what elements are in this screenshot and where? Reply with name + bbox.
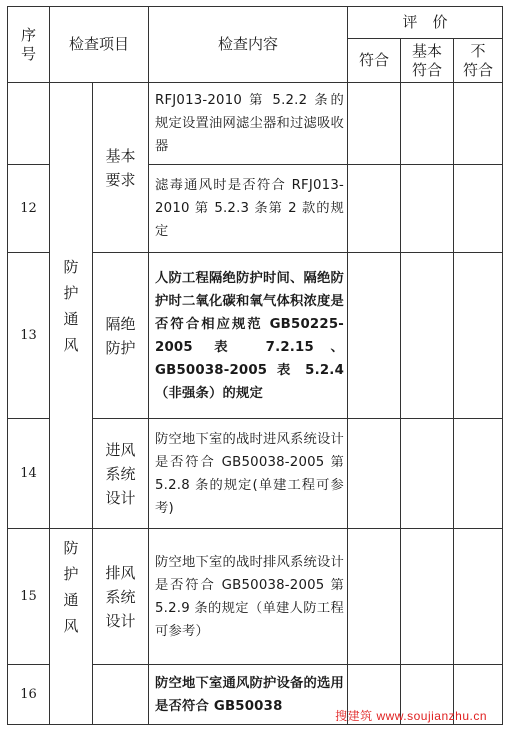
group-protective-ventilation-2: 防 护 通 风	[50, 529, 93, 725]
eval-basic-cell[interactable]	[401, 253, 454, 419]
content-cell: 防空地下室的战时进风系统设计是否符合 GB50038-2005 第 5.2.8 条的规定(单建工程可参考)	[149, 419, 348, 529]
seq-cell: 15	[8, 529, 50, 665]
eval-conform-cell[interactable]	[348, 419, 401, 529]
eval-conform-cell[interactable]	[348, 253, 401, 419]
subitem-empty	[93, 665, 149, 725]
seq-cell: 16	[8, 665, 50, 725]
header-basic-conform: 基本 符合	[401, 39, 454, 83]
header-not-conform: 不 符合	[454, 39, 503, 83]
subitem-isolation-protection: 隔绝 防护	[93, 253, 149, 419]
eval-not-cell[interactable]	[454, 253, 503, 419]
header-seq: 序 号	[8, 7, 50, 83]
eval-basic-cell[interactable]	[401, 529, 454, 665]
seq-cell: 12	[8, 165, 50, 253]
subitem-intake-system: 进风 系统 设计	[93, 419, 149, 529]
eval-not-cell[interactable]	[454, 83, 503, 165]
subitem-basic-requirement: 基本 要求	[93, 83, 149, 253]
group-protective-ventilation-1: 防 护 通 风	[50, 83, 93, 529]
table-row	[8, 529, 503, 665]
eval-basic-cell[interactable]	[401, 419, 454, 529]
seq-cell: 13	[8, 253, 50, 419]
eval-basic-cell[interactable]	[401, 165, 454, 253]
eval-conform-cell[interactable]	[348, 529, 401, 665]
content-cell: 人防工程隔绝防护时间、隔绝防护时二氧化碳和氧气体积浓度是否符合相应规范 GB50225-2005 表 7.2.15、GB50038-2005 表 5.2.4（非强条）的规定	[149, 253, 348, 419]
inspection-table	[7, 6, 503, 725]
subitem-exhaust-system: 排风 系统 设计	[93, 529, 149, 665]
content-cell: RFJ013-2010 第 5.2.2 条的规定设置油网滤尘器和过滤吸收器	[149, 83, 348, 165]
header-content: 检查内容	[149, 7, 348, 83]
eval-conform-cell[interactable]	[348, 83, 401, 165]
header-conform: 符合	[348, 39, 401, 83]
eval-basic-cell[interactable]	[401, 83, 454, 165]
seq-cell: 14	[8, 419, 50, 529]
eval-not-cell[interactable]	[454, 529, 503, 665]
watermark: 搜建筑 www.soujianzhu.cn	[335, 709, 487, 723]
content-cell: 防空地下室通风防护设备的选用是否符合 GB50038	[149, 665, 348, 725]
content-cell: 滤毒通风时是否符合 RFJ013-2010 第 5.2.3 条第 2 款的规定	[149, 165, 348, 253]
content-cell: 防空地下室的战时排风系统设计是否符合 GB50038-2005 第 5.2.9 条的规定（单建人防工程可参考）	[149, 529, 348, 665]
seq-cell	[8, 83, 50, 165]
eval-not-cell[interactable]	[454, 165, 503, 253]
table-row	[8, 83, 503, 165]
header-item: 检查项目	[50, 7, 149, 83]
eval-not-cell[interactable]	[454, 419, 503, 529]
eval-conform-cell[interactable]	[348, 165, 401, 253]
header-eval: 评 价	[348, 7, 503, 39]
